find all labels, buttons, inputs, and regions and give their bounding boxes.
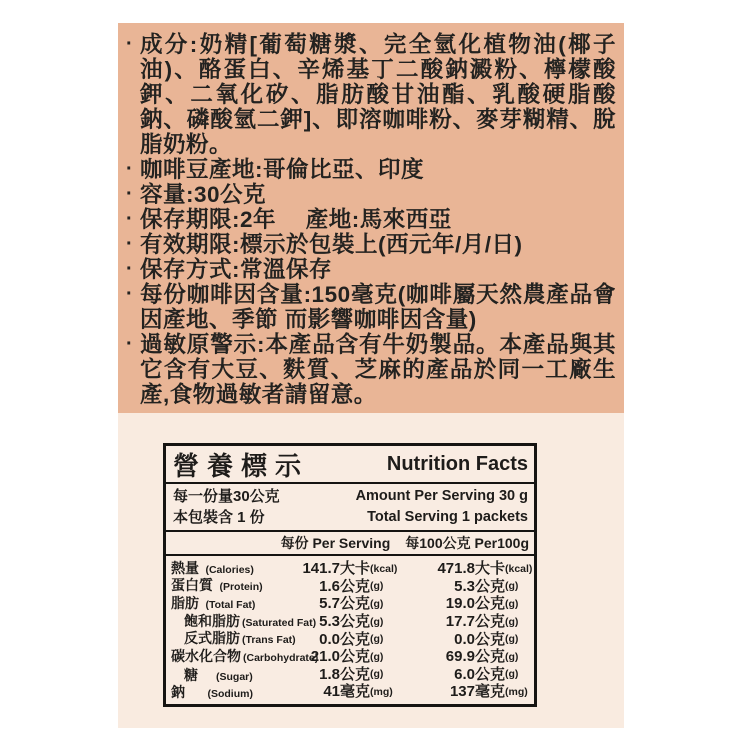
row-label	[171, 679, 295, 702]
row-label-en: (Carbohydrate)	[243, 651, 319, 664]
label-content-column	[118, 23, 624, 728]
per-serving-value: 1.8公克	[319, 665, 370, 683]
per-serving-value: 1.6公克	[319, 577, 370, 595]
info-item-bean-origin	[126, 157, 616, 182]
per-100g-value: 69.9公克	[445, 648, 505, 666]
nutrition-panel	[118, 413, 624, 728]
per-100g-unit: (g)	[505, 633, 519, 646]
column-header-row	[166, 532, 534, 556]
per-100g-unit: (g)	[505, 615, 519, 628]
column-header-per-serving: 每份 Per Serving	[280, 535, 391, 551]
per-100g-value: 0.0公克	[454, 630, 505, 648]
per-100g-unit: (kcal)	[505, 562, 533, 575]
servings-per-pack-en: Total Serving 1 packets	[367, 509, 528, 525]
per-100g-value: 471.8大卡	[437, 560, 505, 578]
row-label-zh: 鈉	[171, 684, 185, 701]
per-serving-unit: (g)	[370, 597, 384, 610]
row-label-en: (Sodium)	[207, 688, 253, 701]
info-item-expiry	[126, 232, 616, 257]
per-100g-unit: (g)	[505, 668, 519, 681]
nutrition-title-en: Nutrition Facts	[386, 452, 528, 475]
nutrition-row-sodium	[166, 682, 534, 700]
servings-per-pack-zh: 本包裝含 1 份	[173, 509, 265, 526]
per-100g-unit: (g)	[505, 580, 519, 593]
per-serving-unit: (g)	[370, 615, 384, 628]
serving-info-row	[166, 484, 534, 532]
row-label-zh: 碳水化合物	[171, 647, 241, 664]
product-info-panel	[118, 23, 624, 413]
row-label-zh: 熱量	[171, 559, 199, 576]
nutrition-title-row	[166, 446, 534, 484]
per-serving-unit: (g)	[370, 650, 384, 663]
per-serving-unit: (g)	[370, 580, 384, 593]
info-item-storage	[126, 257, 616, 282]
bullet-dot: ·	[126, 333, 134, 355]
per-serving-value: 21.0公克	[310, 648, 370, 666]
per-serving-value: 0.0公克	[319, 630, 370, 648]
row-label-en: (Calories)	[205, 563, 254, 576]
info-item-text: 容量:30公克	[140, 182, 267, 207]
nutrition-title-zh: 營養標示	[173, 450, 310, 481]
row-label-zh: 蛋白質	[171, 577, 213, 594]
per-100g-unit: (mg)	[505, 685, 528, 698]
per-100g-unit: (g)	[505, 650, 519, 663]
info-item-text: 過敏原警示:本產品含有牛奶製品。本產品與其它含有大豆、麩質、芝麻的產品於同一工廠生產,食物過敏者請留意。	[140, 332, 616, 407]
serving-info-left	[173, 486, 280, 528]
bullet-dot: ·	[126, 208, 134, 230]
per-serving-unit: (g)	[370, 668, 384, 681]
info-item-text: 成分:奶精[葡萄糖漿、完全氫化植物油(椰子油)、酪蛋白、辛烯基丁二酸鈉澱粉、檸檬酸鉀、二氧化矽、脂肪酸甘油酯、乳酸硬脂酸鈉、磷酸氫二鉀]、即溶咖啡粉、麥芽糊精、脫脂奶粉。	[140, 32, 616, 157]
row-label-en: (Total Fat)	[205, 598, 256, 611]
per-serving-value: 141.7大卡	[302, 560, 370, 578]
info-item-text: 有效期限:標示於包裝上(西元年/月/日)	[140, 232, 523, 257]
per-100g-value: 19.0公克	[445, 595, 505, 613]
info-item-allergen-warning	[126, 332, 616, 407]
per-serving-value: 5.3公克	[319, 613, 370, 631]
info-item-text: 每份咖啡因含量:150毫克(咖啡屬天然農產品會因產地、季節 而影響咖啡因含量)	[140, 282, 616, 332]
row-label-en: (Sugar)	[216, 670, 253, 683]
per-serving-unit: (g)	[370, 633, 384, 646]
nutrition-facts-table	[163, 443, 537, 707]
per-100g-value: 5.3公克	[454, 577, 505, 595]
row-label-zh: 糖	[184, 666, 198, 683]
info-item-ingredients	[126, 32, 616, 157]
per-serving-unit: (kcal)	[370, 562, 398, 575]
row-label-zh: 飽和脂肪	[184, 612, 240, 629]
serving-size-zh: 每一份量30公克	[173, 488, 280, 505]
per-serving-value: 41毫克	[323, 683, 370, 701]
bullet-dot: ·	[126, 183, 134, 205]
bullet-dot: ·	[126, 33, 134, 55]
row-label-zh: 反式脂肪	[184, 630, 240, 647]
serving-info-right	[356, 486, 528, 528]
row-label-en: (Saturated Fat)	[242, 616, 317, 629]
info-item-capacity	[126, 182, 616, 207]
bullet-dot: ·	[126, 233, 134, 255]
info-item-text: 保存期限:2年 產地:馬來西亞	[140, 207, 452, 232]
per-100g-unit: (g)	[505, 597, 519, 610]
info-item-text: 咖啡豆產地:哥倫比亞、印度	[140, 157, 424, 182]
info-item-shelf-life	[126, 207, 616, 232]
info-item-text: 保存方式:常溫保存	[140, 257, 332, 282]
per-100g-value: 6.0公克	[454, 665, 505, 683]
serving-size-en: Amount Per Serving 30 g	[355, 488, 528, 504]
row-label-zh: 脂肪	[171, 594, 199, 611]
bullet-dot: ·	[126, 158, 134, 180]
row-label-en: (Protein)	[219, 581, 263, 594]
nutrition-rows	[166, 556, 534, 704]
per-serving-value: 5.7公克	[319, 595, 370, 613]
bullet-dot: ·	[126, 283, 134, 305]
bullet-dot: ·	[126, 258, 134, 280]
per-100g-value: 137毫克	[449, 683, 505, 701]
column-header-per-100g: 每100公克 Per100g	[405, 535, 529, 551]
info-item-caffeine	[126, 282, 616, 332]
row-label-en: (Trans Fat)	[242, 634, 296, 647]
per-100g-value: 17.7公克	[445, 613, 505, 631]
per-serving-unit: (mg)	[370, 685, 393, 698]
